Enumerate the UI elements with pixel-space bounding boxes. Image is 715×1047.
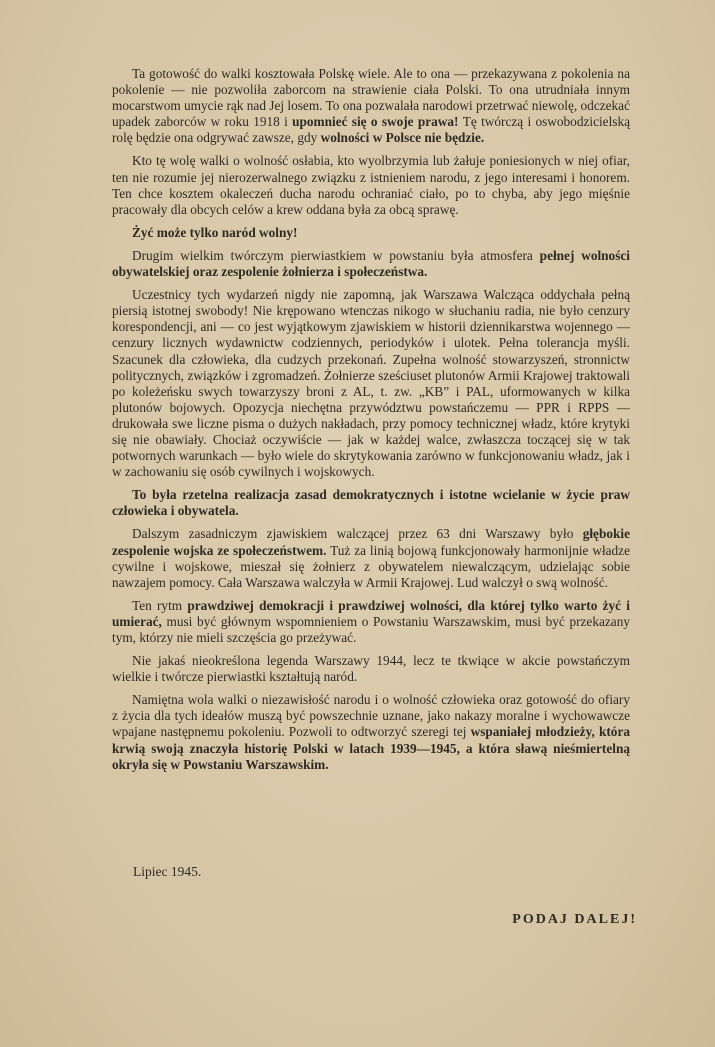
text-segment: Uczestnicy tych wydarzeń nigdy nie zapomną, jak Warszawa Walcząca oddychała pełną piersią istotnej swobody! Nie krępowano wtenczas nikogo w słuchaniu radia, nie było cenzury korespondencji, ani — co jest wyjątkowym zjawiskiem w historii dziennikarstwa wojennego — cenzury licznych wydawnictw codziennych, periodyków i ulotek. Pełna tolerancja myśli. Szacunek dla człowieka, dla cudzych przekonań. Zupełna wolność stowarzyszeń, stronnictw politycznych, związków i zgromadzeń. Żołnierze sześciuset plutonów Armii Krajowej traktowali po koleżeńsku swych towarzyszy broni z AL, t. zw. „KB” i PAL, uformowanych w kilka plutonów bojowych. Opozycja niechętna przywództwu powstańczemu — PPR i RPPS — drukowała swe liczne pisma o dużych nakładach, przy pomocy technicznej władz, które krytyki się nie obawiały. Chociaż oczywiście — jak w każdej walce, zwłaszcza toczącej się w tak potwornych warunkach — było wiele do skrytykowania zarówno w funkcjonowaniu władz, jak i w zachowaniu się osób cywilnych i wojskowych. (112, 287, 630, 480)
bold-text-segment: upomnieć się o swoje prawa! (292, 114, 463, 130)
text-segment: musi być głównym wspomnieniem o Powstaniu Warszawskim, musi być przekazany tym, którzy nie mieli szczęścia go przeżywać. (112, 613, 630, 645)
bold-text-segment: Żyć może tylko naród wolny! (132, 224, 298, 240)
paragraph (112, 487, 630, 519)
paragraph (112, 225, 630, 241)
paragraph (112, 653, 630, 685)
paragraph (112, 153, 630, 217)
bold-text-segment: pełnej wolności obywatelskiej oraz zespolenie żołnierza i społeczeństwa. (112, 247, 630, 280)
paragraph (112, 598, 630, 646)
body-text (112, 66, 630, 780)
bold-text-segment: To była rzetelna realizacja zasad demokratycznych i istotne wcielanie w życie praw człowieka i obywatela. (112, 487, 630, 519)
paragraph (112, 287, 630, 480)
date-line: Lipiec 1945. (133, 864, 202, 879)
bold-text-segment: wolności w Polsce nie będzie. (320, 130, 485, 146)
paragraph (112, 692, 630, 772)
text-segment: Tę twórczą i oswobodzicielską rolę będzie ona odgrywać zawsze, gdy (112, 114, 630, 146)
text-segment: Tuż za linią bojową funkcjonowały harmonijnie władze cywilne i wojskowe, mieszał się żołnierz z obywatelem niewalczącym, udzielając sobie nawzajem pomocy. Cała Warszawa walczyła w Armii Krajowej. Lud walczył o swą wolność. (112, 542, 630, 590)
text-segment: Nie jakaś nieokreślona legenda Warszawy 1944, lecz te tkwiące w akcie powstańczym wielkie i twórcze pierwiastki kształtują naród. (112, 653, 630, 685)
paragraph (112, 66, 630, 146)
text-segment: Ta gotowość do walki kosztowała Polskę wiele. Ale to ona — przekazywana z pokolenia na pokolenie — nie pozwoliła zaborcom na strawienie ciała Polski. To ona utrudniała innym mocarstwom umycie rąk nad Jej losem. To ona pozwalała narodowi przetrwać niewolę, odczekać upadek zaborców w roku 1918 i (112, 66, 630, 130)
text-segment: Dalszym zasadniczym zjawiskiem walczącej przez 63 dni Warszawy było (132, 526, 583, 542)
text-segment: Drugim wielkim twórczym pierwiastkiem w powstaniu była atmosfera (132, 247, 540, 263)
pass-on-slogan: PODAJ DALEJ! (512, 912, 637, 927)
text-segment: Kto tę wolę walki o wolność osłabia, kto wyolbrzymia lub żałuje poniesionych w niej ofiar, ten nie rozumie jej nierozerwalnego związku z istnieniem narodu, z jego interesami i honorem. Ten chce kosztem okaleczeń ducha narodu ochraniać ciało, po to chyba, aby jego mięśnie pracowały dla obcych celów a krew oddana była za obcą sprawę. (112, 153, 630, 217)
paragraph (112, 526, 630, 590)
bold-text-segment: prawdziwej demokracji i prawdziwej wolności, dla której tylko warto żyć i umierać, (112, 597, 630, 629)
paragraph (112, 248, 630, 280)
text-segment: Ten rytm (132, 597, 188, 613)
bold-text-segment: wspaniałej młodzieży, która krwią swoją znaczyła historię Polski w latach 1939—1945, a która sławą nieśmiertelną okryła się w Powstaniu Warszawskim. (112, 724, 630, 772)
text-segment: Namiętna wola walki o niezawisłość narodu i o wolność człowieka oraz gotowość do ofiary z życia dla tych ideałów muszą być powszechnie uznane, jako nakazy moralne i wychowawcze wpajane następnemu pokoleniu. Pozwoli to odtworzyć szeregi tej (112, 692, 630, 740)
bold-text-segment: głębokie zespolenie wojska ze społeczeństwem. (112, 526, 630, 558)
